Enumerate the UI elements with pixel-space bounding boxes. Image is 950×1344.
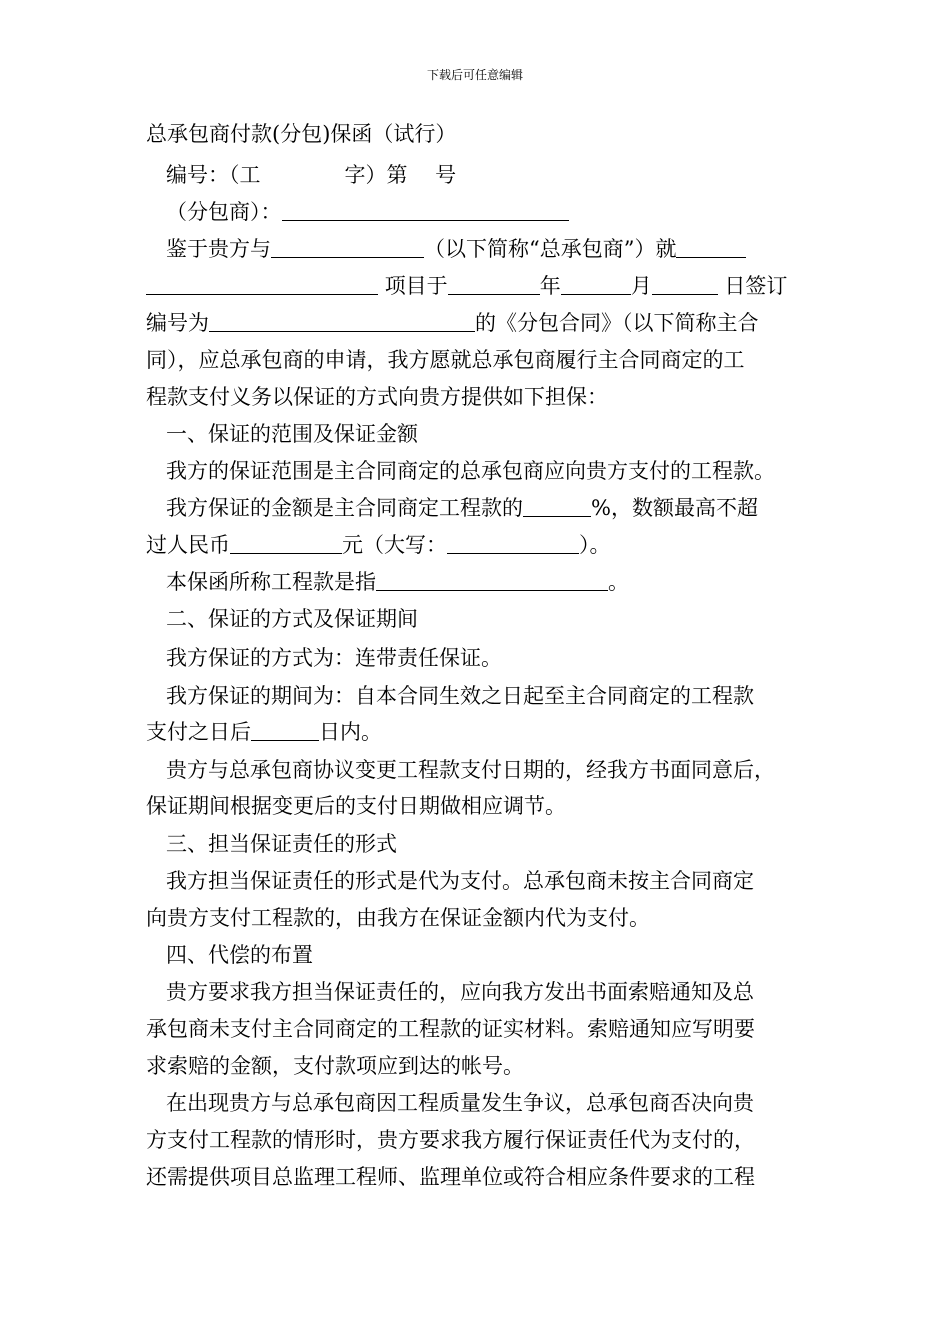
text-segment: 年 xyxy=(539,274,561,298)
text-segment: 日内。 xyxy=(319,720,382,744)
day-blank[interactable] xyxy=(652,274,718,295)
text-segment: 鉴于贵方与 xyxy=(166,237,271,261)
definition-line xyxy=(166,568,846,596)
document-title: 总承包商付款(分包)保函（试行） xyxy=(146,122,457,146)
page-header: 下载后可任意编辑 xyxy=(426,68,523,82)
method-line: 我方保证的方式为：连带责任保证。 xyxy=(166,646,502,670)
amount-line-2 xyxy=(146,531,826,559)
para-intro-line-4: 同），应总承包商的申请，我方愿就总承包商履行主合同商定的工 xyxy=(146,348,745,372)
dispute-line-2: 方支付工程款的情形时，贵方要求我方履行保证责任代为支付的， xyxy=(146,1128,755,1152)
days-blank[interactable] xyxy=(251,720,319,741)
guarantee-number-line: 编号：（工 字）第 号 xyxy=(166,163,457,187)
para-intro-line-3 xyxy=(146,309,826,337)
section-heading-4: 四、代偿的布置 xyxy=(166,943,313,967)
dispute-line-3: 还需提供项目总监理工程师、监理单位或符合相应条件要求的工程 xyxy=(146,1165,755,1189)
form-line-1: 我方担当保证责任的形式是代为支付。总承包商未按主合同商定 xyxy=(166,869,754,893)
text-segment: 月 xyxy=(630,274,652,298)
percentage-blank[interactable] xyxy=(523,496,591,517)
form-line-2: 向贵方支付工程款的，由我方在保证金额内代为支付。 xyxy=(146,906,650,930)
change-line-2: 保证期间根据变更后的支付日期做相应调节。 xyxy=(146,794,566,818)
section-heading-3: 三、担当保证责任的形式 xyxy=(166,832,397,856)
para-intro-line-1 xyxy=(166,235,846,263)
text-segment: 本保函所称工程款是指 xyxy=(166,570,376,594)
rmb-amount-blank[interactable] xyxy=(230,533,342,554)
text-segment: （以下简称“总承包商”）就 xyxy=(424,237,677,261)
para-intro-line-5: 程款支付义务以保证的方式向贵方提供如下担保： xyxy=(146,385,608,409)
section-heading-1: 一、保证的范围及保证金额 xyxy=(166,422,418,446)
text-segment: 我方保证的金额是主合同商定工程款的 xyxy=(166,496,523,520)
amount-line-1 xyxy=(166,494,846,522)
scope-line: 我方的保证范围是主合同商定的总承包商应向贵方支付的工程款。 xyxy=(166,459,775,483)
subcontractor-blank[interactable] xyxy=(282,200,569,221)
text-segment: 编号为 xyxy=(146,311,209,335)
text-segment: %，数额最高不超 xyxy=(591,496,758,520)
year-blank[interactable] xyxy=(448,274,540,295)
text-segment: 过人民币 xyxy=(146,533,230,557)
text-segment: 日签订 xyxy=(724,274,788,298)
contractor-blank[interactable] xyxy=(271,237,424,258)
text-segment: ）。 xyxy=(579,533,611,557)
period-line-2 xyxy=(146,718,826,746)
subcontractor-label: （分包商）： xyxy=(166,200,282,224)
text-segment: 的《分包合同》（以下简称主合 xyxy=(475,311,759,335)
text-segment: 支付之日后 xyxy=(146,720,251,744)
contract-number-blank[interactable] xyxy=(209,311,475,332)
period-line-1: 我方保证的期间为：自本合同生效之日起至主合同商定的工程款 xyxy=(166,684,754,708)
text-segment: 。 xyxy=(608,570,629,594)
para-intro-line-2 xyxy=(146,272,826,300)
claim-line-3: 求索赔的金额，支付款项应到达的帐号。 xyxy=(146,1054,524,1078)
project-blank-a[interactable] xyxy=(676,237,746,258)
claim-line-1: 贵方要求我方担当保证责任的，应向我方发出书面索赔通知及总 xyxy=(166,980,754,1004)
definition-blank[interactable] xyxy=(376,570,608,591)
text-segment: 元（大写： xyxy=(342,533,447,557)
rmb-uppercase-blank[interactable] xyxy=(447,533,579,554)
claim-line-2: 承包商未支付主合同商定的工程款的证实材料。索赔通知应写明要 xyxy=(146,1017,755,1041)
change-line-1: 贵方与总承包商协议变更工程款支付日期的，经我方书面同意后， xyxy=(166,758,775,782)
section-heading-2: 二、保证的方式及保证期间 xyxy=(166,607,418,631)
text-segment: 项目于 xyxy=(384,274,448,298)
subcontractor-line xyxy=(166,198,846,226)
project-blank-b[interactable] xyxy=(146,274,378,295)
dispute-line-1: 在出现贵方与总承包商因工程质量发生争议，总承包商否决向贵 xyxy=(166,1091,754,1115)
month-blank[interactable] xyxy=(561,274,631,295)
